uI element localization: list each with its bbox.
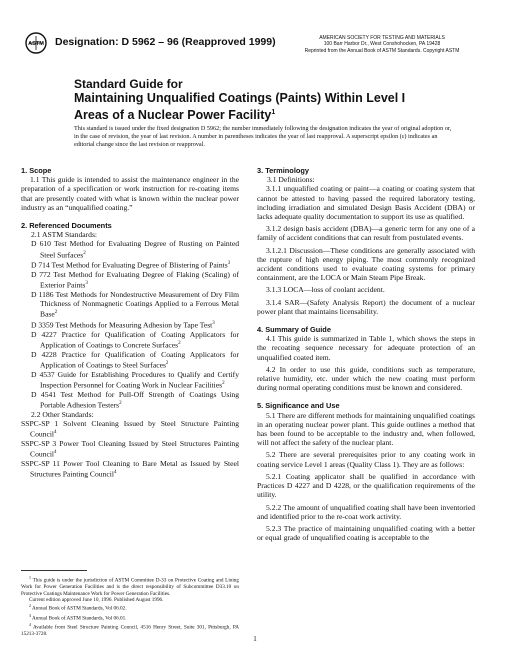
society-line: AMERICAN SOCIETY FOR TESTING AND MATERIALS (319, 35, 445, 41)
footnote-mark: 1 (271, 108, 276, 116)
section-heading: 5. Significance and Use (257, 401, 340, 411)
paragraph: 4.2 In order to use this guide, conditions such as temperature, relative humidity, etc. under which the new coating must perform during normal operating conditions must be known and considered. (257, 364, 475, 393)
reference-item: D 1186 Test Methods for Nondestructive Measurement of Dry Film Thickness of Nonmagnetic Coatings Applied to a Ferrous Metal Base$^2$ (31, 290, 239, 319)
paragraph: 5.2.3 The practice of maintaining unqualified coating with a better or equal grade of unqualified coating is acceptable to the (257, 523, 475, 543)
right-column (257, 166, 475, 545)
paragraph: 5.1 There are different methods for maintaining unqualified coatings in an operating nuclear power plant. This guide outlines a method that has been found to be acceptable to the industry and, when followed, will not affect the safety of the nuclear plant. (257, 410, 475, 448)
svg-text:ASTM: ASTM (28, 41, 44, 48)
paragraph: 1.1 This guide is intended to assist the maintenance engineer in the preparation of a specification or work instruction for re-coating items that are presently coated with what is known within the nuclear power industry as an “unqualified coating.” (21, 175, 239, 212)
issuance-notice (74, 125, 457, 149)
subsection-label: 3.1 Definitions: (267, 175, 315, 185)
footnote: $^1$ This guide is under the jurisdiction of ASTM Committee D-33 on Protective Coating and Lining Work for Power Generation Facilities and is the direct responsibility of Subcommittee D33.10 on Protective Coatings Maintenance Work for Power Generation Facilities. (21, 575, 239, 597)
astm-logo-icon (25, 32, 47, 54)
paragraph: 3.1.3 LOCA—loss of coolant accident. (266, 285, 385, 295)
paragraph: 3.1.1 unqualified coating or paint—a coating or coating system that cannot be attested to having passed the required laboratory testing, including irradiation and simulated Design Basis Accident (DBA) or lacks adequate quality documentation to support its use as qualified. (257, 184, 475, 222)
paragraph: 3.1.2 design basis accident (DBA)—a generic term for any one of a family of accident conditions that can result from postulated events. (257, 224, 475, 243)
reference-item: SSPC-SP 11 Power Tool Cleaning to Bare Metal as Issued by Steel Structures Painting Council$^4$ (21, 458, 239, 479)
title-text: Areas of a Nuclear Power Facility (74, 107, 272, 122)
left-column (21, 166, 239, 479)
reference-item: D 4541 Test Method for Pull-Off Strength of Coatings Using Portable Adhesion Testers$^2$ (31, 389, 239, 410)
designation: Designation: D 5962 – 96 (Reapproved 1999) (55, 36, 276, 48)
document-title (74, 78, 454, 122)
reference-item: D 3359 Test Methods for Measuring Adhesion by Tape Test$^3$ (31, 320, 215, 330)
paragraph: 4.1 This guide is summarized in Table 1, which shows the steps in the recoating sequence necessary for adequate protection of an unqualified coated item. (257, 334, 475, 362)
section-heading: 3. Terminology (257, 166, 310, 175)
footnote: $^3$ Annual Book of ASTM Standards, Vol 06.01. (29, 612, 127, 622)
society-line: Reprinted from the Annual Book of ASTM Standards. Copyright ASTM (304, 47, 460, 54)
reference-item: D 4227 Practice for Qualification of Coating Applicators for Application of Coatings to Concrete Surfaces$^2$ (31, 329, 239, 350)
paragraph: 3.1.2.1 Discussion—These conditions are generally associated with the rupture of high energy piping. The most commonly recognized accident conditions used to evaluate coating systems for primary containment, are the LOCA or Main Steam Pipe Break. (257, 245, 475, 283)
footnote: Current edition approved June 10, 1996. Published August 1996. (29, 596, 164, 603)
section-heading: 4. Summary of Guide (257, 325, 331, 335)
reference-item: D 4228 Practice for Qualification of Coating Applicators for Application of Coatings to Steel Surfaces$^2$ (31, 349, 239, 370)
paragraph: 5.2.2 The amount of unqualified coating shall have been inventoried and identified prior to the re-coat work activity. (257, 502, 475, 521)
title-line: Standard Guide for (74, 77, 183, 91)
reference-item: SSPC-SP 1 Solvent Cleaning Issued by Steel Structure Painting Council$^4$ (21, 418, 239, 439)
reference-item: D 772 Test Method for Evaluating Degree of Flaking (Scaling) of Exterior Paints$^3$ (31, 270, 239, 290)
subsection-label: 2.1 ASTM Standards: (31, 230, 98, 240)
notice-text: This standard is issued under the fixed designation D 5962; the number immediately following the designation indicates the year of original adoption or, in the case of revision, the year of last revision. A number in parentheses indicates the year of last reapproval. A superscript epsilon (ε) indicates an editorial change since the last revision or reapproval. (74, 125, 452, 148)
subsection-label: 2.2 Other Standards: (31, 409, 94, 419)
page-number: 1 (253, 635, 257, 643)
title-line: Maintaining Unqualified Coatings (Paints) Within Level I (74, 91, 406, 105)
reference-item: SSPC-SP 3 Power Tool Cleaning Issued by Steel Structures Painting Council$^4$ (21, 438, 239, 459)
astm-reference-list (21, 239, 239, 409)
paragraph: 5.2.1 Coating applicator shall be qualified in accordance with Practices D 4227 and D 4228, or the qualification requirements of the utility. (257, 471, 475, 500)
reference-item: D 714 Test Method for Evaluating Degree of Blistering of Paints$^3$ (31, 260, 231, 270)
footnote: $^2$ Annual Book of ASTM Standards, Vol 06.02. (29, 603, 127, 613)
title-line (74, 106, 454, 123)
paragraph: 5.2 There are several prerequisites prior to any coating work in coating service Level 1 areas (Quality Class 1). They are as follows: (257, 450, 475, 469)
reference-item: D 4537 Guide for Establishing Procedures to Qualify and Certify Inspection Personnel for Coating Work in Nuclear Facilities$^2$ (31, 369, 239, 390)
society-line: 100 Barr Harbor Dr., West Conshohocken, PA 19428 (323, 41, 441, 48)
footnote: $^4$ Available from Steel Structure Painting Council, 4516 Henry Street, Suite 301, Pittsburgh, PA 15213-3728. (21, 621, 239, 637)
section-heading: 1. Scope (21, 166, 52, 175)
society-info (272, 35, 492, 54)
paragraph: 3.1.4 SAR—(Safety Analysis Report) the document of a nuclear power plant that maintains licensability. (257, 297, 475, 316)
footnotes (21, 575, 239, 637)
reference-item: D 610 Test Method for Evaluating Degree of Rusting on Painted Steel Surfaces$^2$ (31, 239, 239, 260)
footnote-divider (21, 570, 87, 571)
section-heading: 2. Referenced Documents (21, 221, 112, 231)
other-reference-list (21, 419, 239, 479)
